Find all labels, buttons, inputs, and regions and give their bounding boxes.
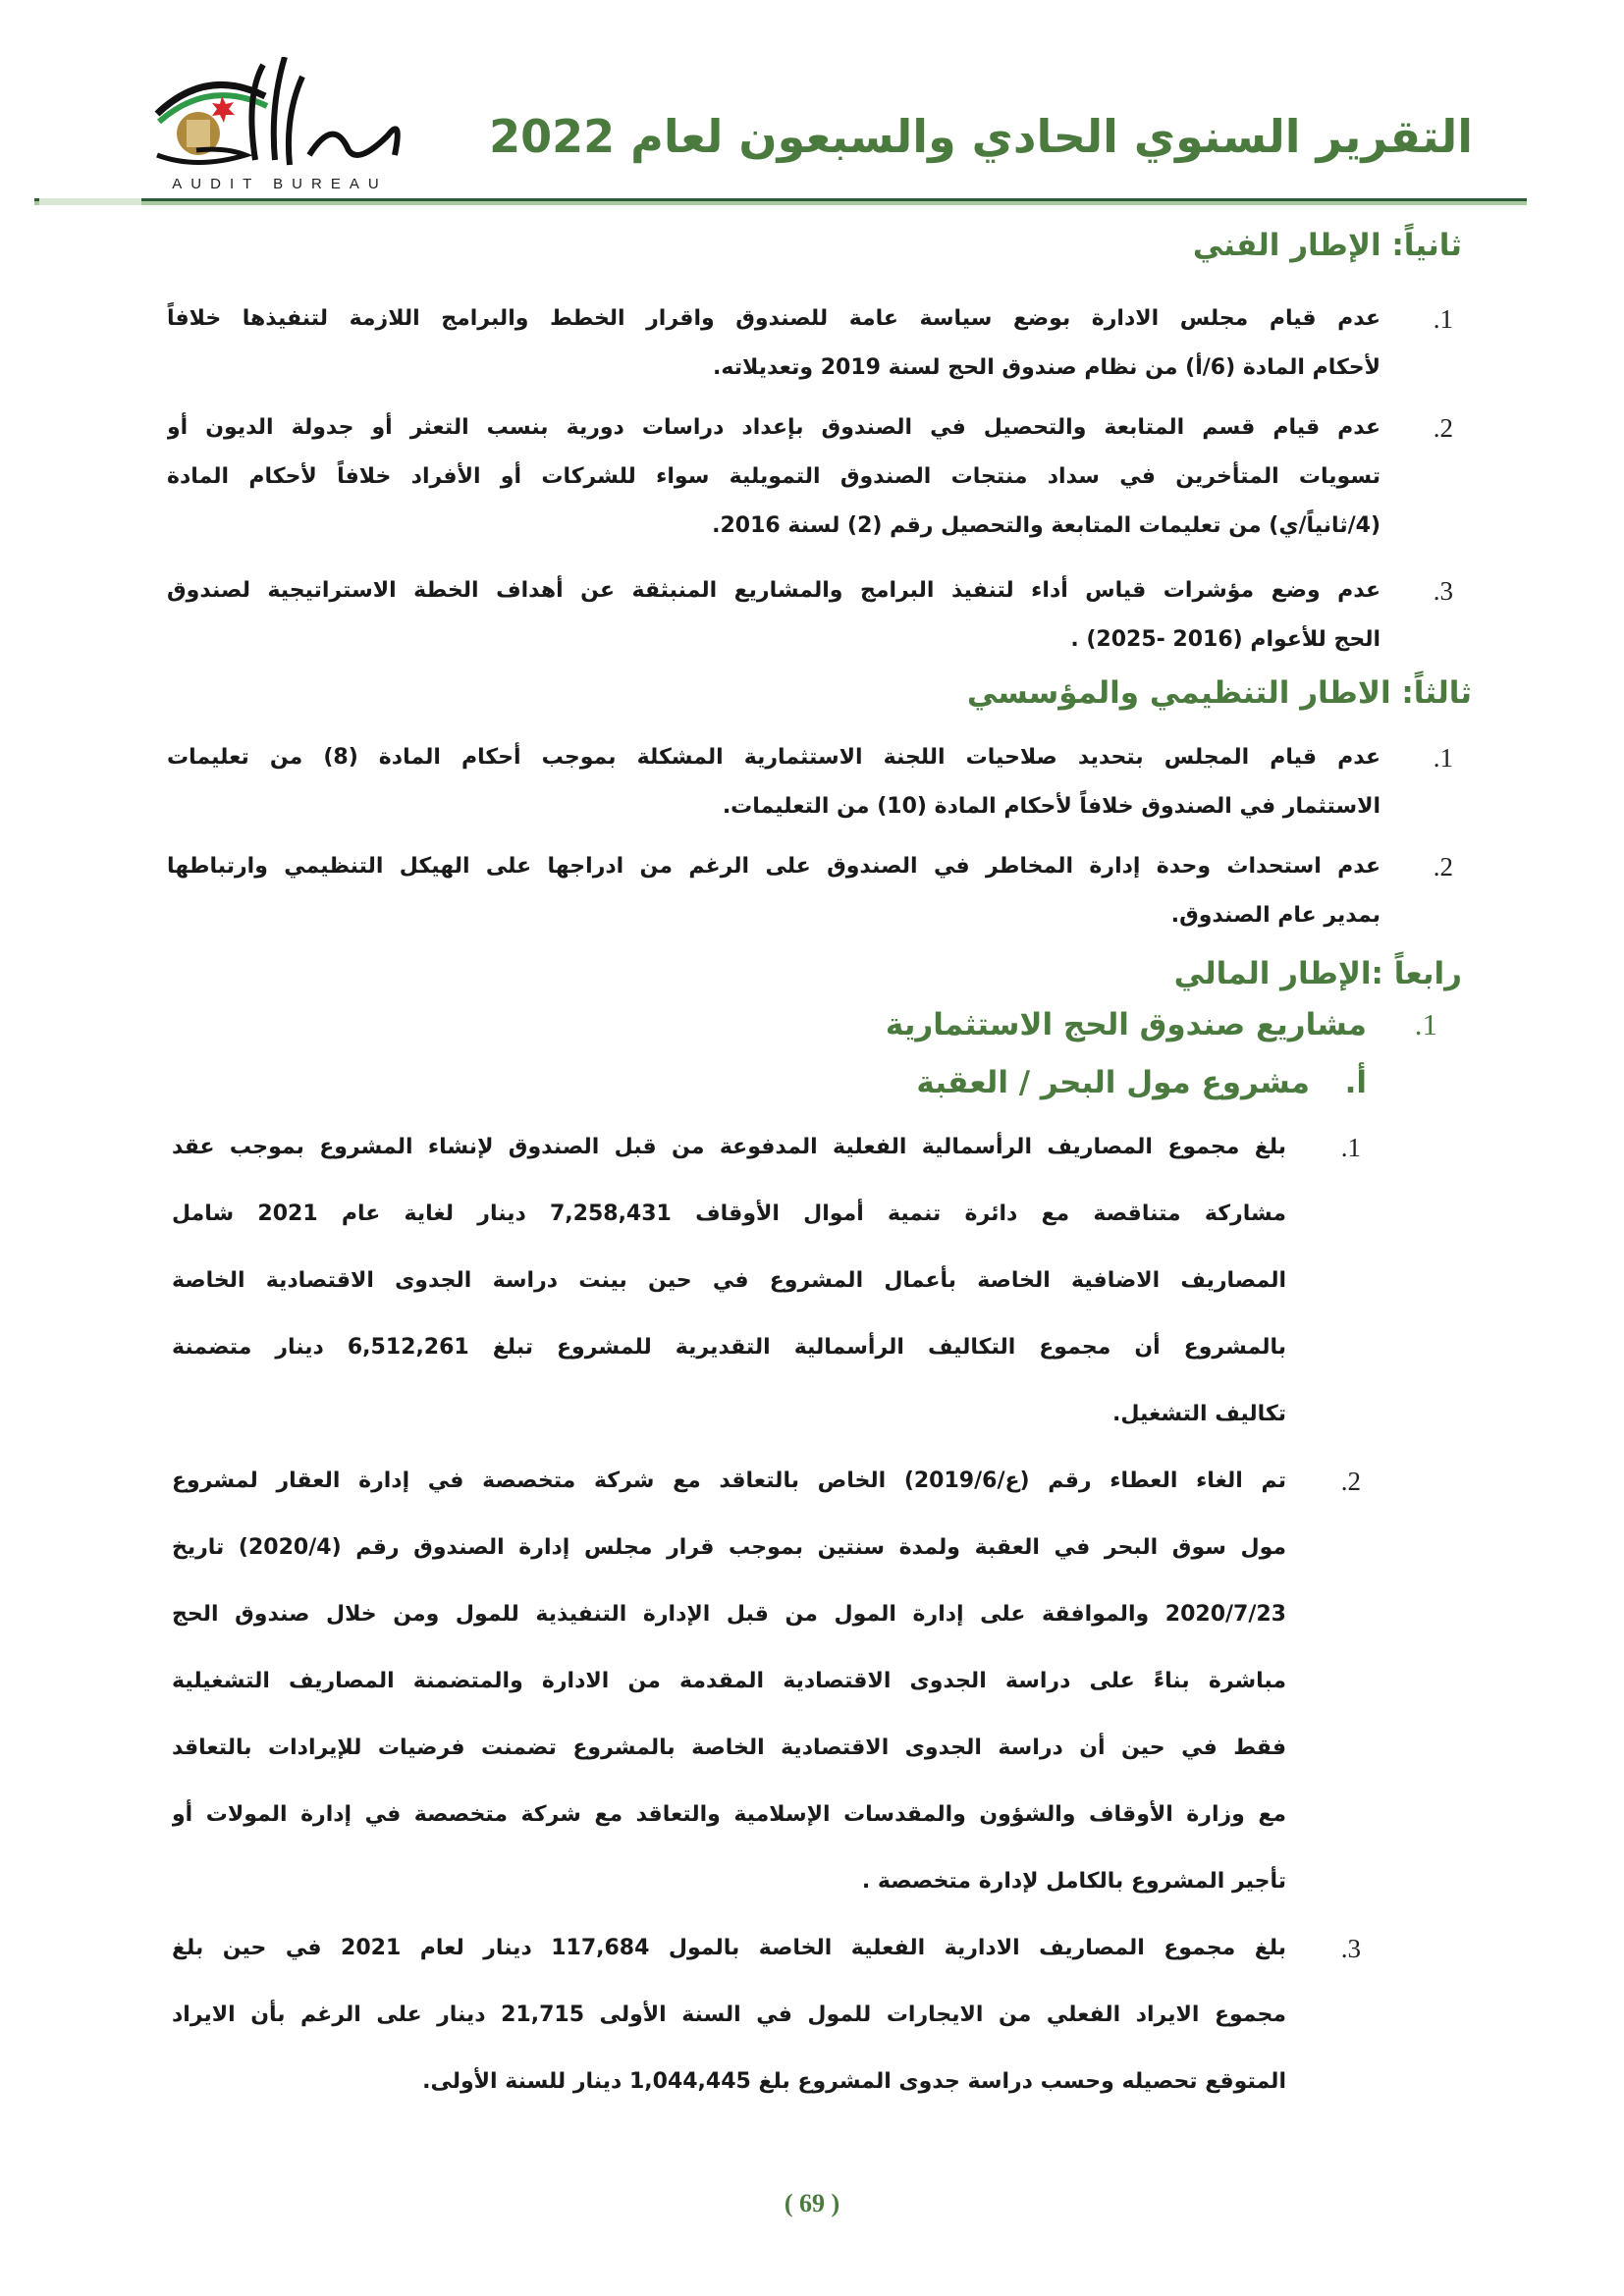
item-line: عدم قيام المجلس بتحديد صلاحيات اللجنة الاستثمارية المشكلة بموجب أحكام المادة (8) من تعليمات [167,745,1380,770]
item-line: بلغ مجموع المصاريف الرأسمالية الفعلية المدفوعة من قبل الصندوق لإنشاء المشروع بموجب عقد [172,1135,1286,1159]
item-line: بمدير عام الصندوق. [1170,903,1380,928]
item-line: (4/ثانياً/ي) من تعليمات المتابعة والتحصيل رقم (2) لسنة 2016. [712,513,1380,538]
list-item [0,403,1624,551]
item-number: 3. [1340,1934,1361,1963]
item-line: عدم استحداث وحدة إدارة المخاطر في الصندوق على الرغم من ادراجها على الهيكل التنظيمي وارتباطها [167,854,1380,879]
logo-english-text: AUDIT BUREAU [172,176,388,192]
item-line: المصاريف الاضافية الخاصة بأعمال المشروع في حين بينت دراسة الجدوى الاقتصادية الخاصة [172,1268,1286,1293]
item-line: عدم قيام قسم المتابعة والتحصيل في الصندوق بإعداد دراسات دورية بنسب التعثر أو جدولة الديون أو [167,415,1380,440]
list-item [0,1114,1624,1448]
item-line: لأحكام المادة (6/أ) من نظام صندوق الحج لسنة 2019 وتعديلاته. [713,355,1380,380]
list-item [0,733,1624,831]
item-line: عدم وضع مؤشرات قياس أداء لتنفيذ البرامج والمشاريع المنبثقة عن أهداف الخطة الاستراتيجية لصندوق [167,578,1380,603]
header-divider-accent [39,198,141,205]
item-line: الحج للأعوام (2016 -2025) . [1070,627,1380,652]
list-item [0,1448,1624,1915]
subheading-letter: أ. [1344,1065,1367,1100]
section-heading-technical: ثانياً: الإطار الفني [1192,228,1462,263]
item-number: 3. [1433,576,1453,606]
item-number: 1. [1433,304,1453,334]
audit-bureau-logo [137,57,422,194]
item-number: 2. [1433,852,1453,881]
item-line: مجموع الايراد الفعلي من الايجارات للمول في السنة الأولى 21,715 دينار على الرغم بأن الايراد [172,2002,1286,2027]
subheading-mall-project: مشروع مول البحر / العقبة [916,1065,1310,1100]
item-line: مع وزارة الأوقاف والشؤون والمقدسات الإسلامية والتعاقد مع شركة متخصصة في إدارة المولات أو [172,1802,1286,1827]
technical-findings-list [0,294,1624,665]
item-line: تأجير المشروع بالكامل لإدارة متخصصة . [861,1869,1286,1894]
item-number: 2. [1340,1467,1361,1496]
list-item [0,294,1624,393]
item-line: مشاركة متناقصة مع دائرة تنمية أموال الأوقاف 7,258,431 دينار لغاية عام 2021 شامل [172,1201,1286,1226]
page-number: ( 69 ) [784,2189,840,2217]
item-line: فقط في حين أن دراسة الجدوى الاقتصادية الخاصة بالمشروع تضمنت فرضيات للإيرادات بالتعاقد [172,1735,1286,1760]
item-line: مول سوق البحر في العقبة ولمدة سنتين بموجب قرار مجلس إدارة الصندوق رقم (2020/4) تاريخ [172,1535,1286,1560]
mall-project-findings [0,1114,1624,2115]
item-line: عدم قيام مجلس الادارة بوضع سياسة عامة للصندوق واقرار الخطط والبرامج اللازمة لتنفيذها خلافاً [167,306,1380,331]
item-number: 1. [1433,743,1453,773]
item-line: الاستثمار في الصندوق خلافاً لأحكام المادة (10) من التعليمات. [722,794,1380,819]
item-line: تكاليف التشغيل. [1112,1402,1286,1426]
report-title: التقرير السنوي الحادي والسبعون لعام 2022 [489,110,1473,163]
header-divider-light [34,201,1527,205]
list-item [0,1915,1624,2115]
section-heading-financial: رابعاً :الإطار المالي [1173,956,1462,991]
item-number: 2. [1433,413,1453,443]
item-line: تم الغاء العطاء رقم (ع/2019/6) الخاص بالتعاقد مع شركة متخصصة في إدارة العقار لمشروع [172,1468,1286,1493]
item-line: تسويات المتأخرين في سداد منتجات الصندوق التمويلية سواء للشركات أو الأفراد خلافاً لأحكام المادة [167,464,1380,489]
section-heading-organizational: ثالثاً: الاطار التنظيمي والمؤسسي [966,675,1472,711]
list-item [0,842,1624,940]
item-line: المتوقع تحصيله وحسب دراسة جدوى المشروع بلغ 1,044,445 دينار للسنة الأولى. [422,2069,1286,2094]
list-item [0,566,1624,665]
organizational-findings-list [0,733,1624,940]
item-line: بالمشروع أن مجموع التكاليف الرأسمالية التقديرية للمشروع تبلغ 6,512,261 دينار متضمنة [172,1335,1286,1360]
subheading-investment-projects: مشاريع صندوق الحج الاستثمارية [885,1007,1367,1042]
item-line: 2020/7/23 والموافقة على إدارة المول من قبل الإدارة التنفيذية للمول ومن خلال صندوق الحج [172,1602,1286,1627]
item-number: 1. [1340,1133,1361,1162]
item-line: بلغ مجموع المصاريف الادارية الفعلية الخاصة بالمول 117,684 دينار لعام 2021 في حين بلغ [172,1936,1286,1960]
subheading-number: 1. [1414,1007,1437,1041]
item-line: مباشرة بناءً على دراسة الجدوى الاقتصادية المقدمة من الادارة والمتضمنة المصاريف التشغيلية [172,1669,1286,1693]
